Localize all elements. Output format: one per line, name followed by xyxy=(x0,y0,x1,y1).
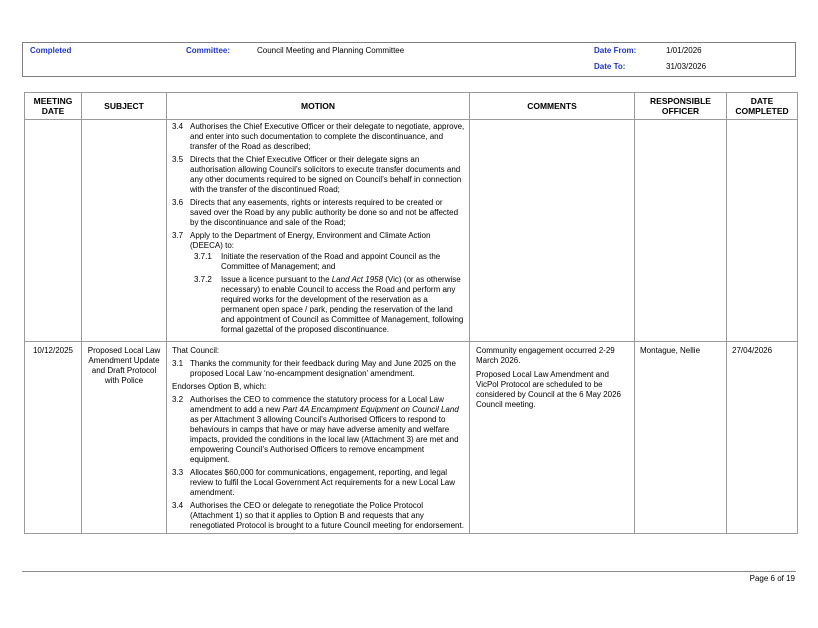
date-to-label: Date To: xyxy=(594,62,626,71)
table-row xyxy=(25,120,798,342)
motion-item xyxy=(172,198,465,228)
page-number: Page 6 of 19 xyxy=(749,574,795,583)
actions-table xyxy=(24,92,798,534)
motion-cell xyxy=(167,342,470,534)
committee-label: Committee: xyxy=(186,46,231,55)
motion-item xyxy=(172,468,465,498)
comment-paragraph: Proposed Local Law Amendment and VicPol Protocol are scheduled to be considered by Council at the 6 May 2026 Council meeting. xyxy=(476,370,621,409)
comments-cell xyxy=(470,120,635,342)
motion-item-number: 3.4 xyxy=(172,501,184,510)
motion-item xyxy=(172,395,465,465)
motion-item-text: Apply to the Department of Energy, Environment and Climate Action (DEECA) to: xyxy=(190,231,431,250)
meeting-date-cell xyxy=(25,120,82,342)
motion-item-number: 3.6 xyxy=(172,198,184,207)
motion-item-number: 3.1 xyxy=(172,359,184,368)
date-to-value: 31/03/2026 xyxy=(666,62,707,71)
subject-cell xyxy=(82,120,167,342)
motion-item-number: 3.2 xyxy=(172,395,184,404)
table-row xyxy=(25,342,798,534)
motion-item-number: 3.4 xyxy=(172,122,184,131)
subject-cell: Proposed Local Law Amendment Update and Draft Protocol with Police xyxy=(82,342,167,534)
comments-cell xyxy=(470,342,635,534)
motion-item-number: 3.5 xyxy=(172,155,184,164)
motion-item xyxy=(172,501,465,531)
act-title: Land Act 1958 xyxy=(331,275,384,284)
officer-cell xyxy=(635,120,727,342)
local-law-part-title: Part 4A Encampment Equipment on Council Land xyxy=(282,405,459,414)
header-date-completed: DATE COMPLETED xyxy=(727,93,798,120)
motion-item-text: Directs that any easements, rights or interests required to be created or saved over the Road by any public authority be done so and not be affected by the discontinuance and sale of the Road; xyxy=(190,198,459,227)
officer-cell: Montague, Nellie xyxy=(635,342,727,534)
motion-intro: That Council: xyxy=(172,346,220,355)
header-motion: MOTION xyxy=(167,93,470,120)
motion-item-number: 3.3 xyxy=(172,468,184,477)
motion-cell xyxy=(167,120,470,342)
motion-item-text: Directs that the Chief Executive Officer or their delegate signs an authorisation allowing Council’s solicitors to execute transfer documents and any other documents required to be signed on Council’s behalf in connection with the transfer of the discontinued Road; xyxy=(190,155,462,194)
date-from-value: 1/01/2026 xyxy=(666,46,702,55)
motion-item-text: Thanks the community for their feedback during May and June 2025 on the proposed Local Law ‘no-encampment designation’ amendment. xyxy=(190,359,456,378)
header-meeting-date: MEETING DATE xyxy=(25,93,82,120)
header-comments: COMMENTS xyxy=(470,93,635,120)
motion-subitem-number: 3.7.1 xyxy=(194,252,212,261)
motion-item xyxy=(172,359,465,379)
motion-item-text: Authorises the Chief Executive Officer or their delegate to negotiate, approve, and enter into such documentation to complete the discontinuance, and transfer of the Road as described; xyxy=(190,122,465,151)
header-responsible-officer: RESPONSIBLE OFFICER xyxy=(635,93,727,120)
report-filter-box xyxy=(22,42,796,77)
motion-item-text: Authorises the CEO or delegate to renegotiate the Police Protocol (Attachment 1) so that it applies to Option B and requests that any renegotiated Protocol is brought to a future Council meeting for endorsement. xyxy=(190,501,464,530)
motion-item-text: Allocates $60,000 for communications, engagement, reporting, and legal review to fulfil the Local Government Act requirements for a new Local Law amendment. xyxy=(190,468,456,497)
committee-value: Council Meeting and Planning Committee xyxy=(257,46,405,55)
motion-item xyxy=(172,155,465,195)
motion-item-text: Authorises the CEO to commence the statutory process for a Local Law amendment to add a new Part 4A Encampment Equipment on Council Land as per Attachment 3 allowing Council’s Authorised Officers to respond to behaviours in camps that have or may have adverse amenity and welfare impacts, provided the conditions in the local law (Attachment 3) are met and empowering Council’s Authorised Officers to remove encampment equipment. xyxy=(190,395,459,464)
motion-subitem xyxy=(194,275,465,335)
comment-paragraph: Community engagement occurred 2-29 March 2026. xyxy=(476,346,615,365)
motion-subitem-text: Issue a licence pursuant to the Land Act 1958 (Vic) (or as otherwise necessary) to enable Council to access the Road and perform any required works for the development of the reservation as a permanent open space / park, pending the reservation of the land and appointment of Council as Committee of Management, following formal gazettal of the proposed discontinuance. xyxy=(221,275,464,334)
motion-subitem-number: 3.7.2 xyxy=(194,275,212,284)
status-label: Completed xyxy=(30,46,72,55)
motion-subitem xyxy=(194,252,465,272)
date-completed-cell xyxy=(727,120,798,342)
motion-item xyxy=(172,122,465,152)
motion-subitem-text: Initiate the reservation of the Road and appoint Council as the Committee of Management; and xyxy=(221,252,441,271)
motion-item xyxy=(172,231,465,251)
table-header-row xyxy=(25,93,798,120)
footer-divider xyxy=(22,571,796,572)
date-from-label: Date From: xyxy=(594,46,637,55)
motion-endorses: Endorses Option B, which: xyxy=(172,382,267,391)
motion-item-number: 3.7 xyxy=(172,231,184,240)
meeting-date-cell: 10/12/2025 xyxy=(25,342,82,534)
header-subject: SUBJECT xyxy=(82,93,167,120)
date-completed-cell: 27/04/2026 xyxy=(727,342,798,534)
